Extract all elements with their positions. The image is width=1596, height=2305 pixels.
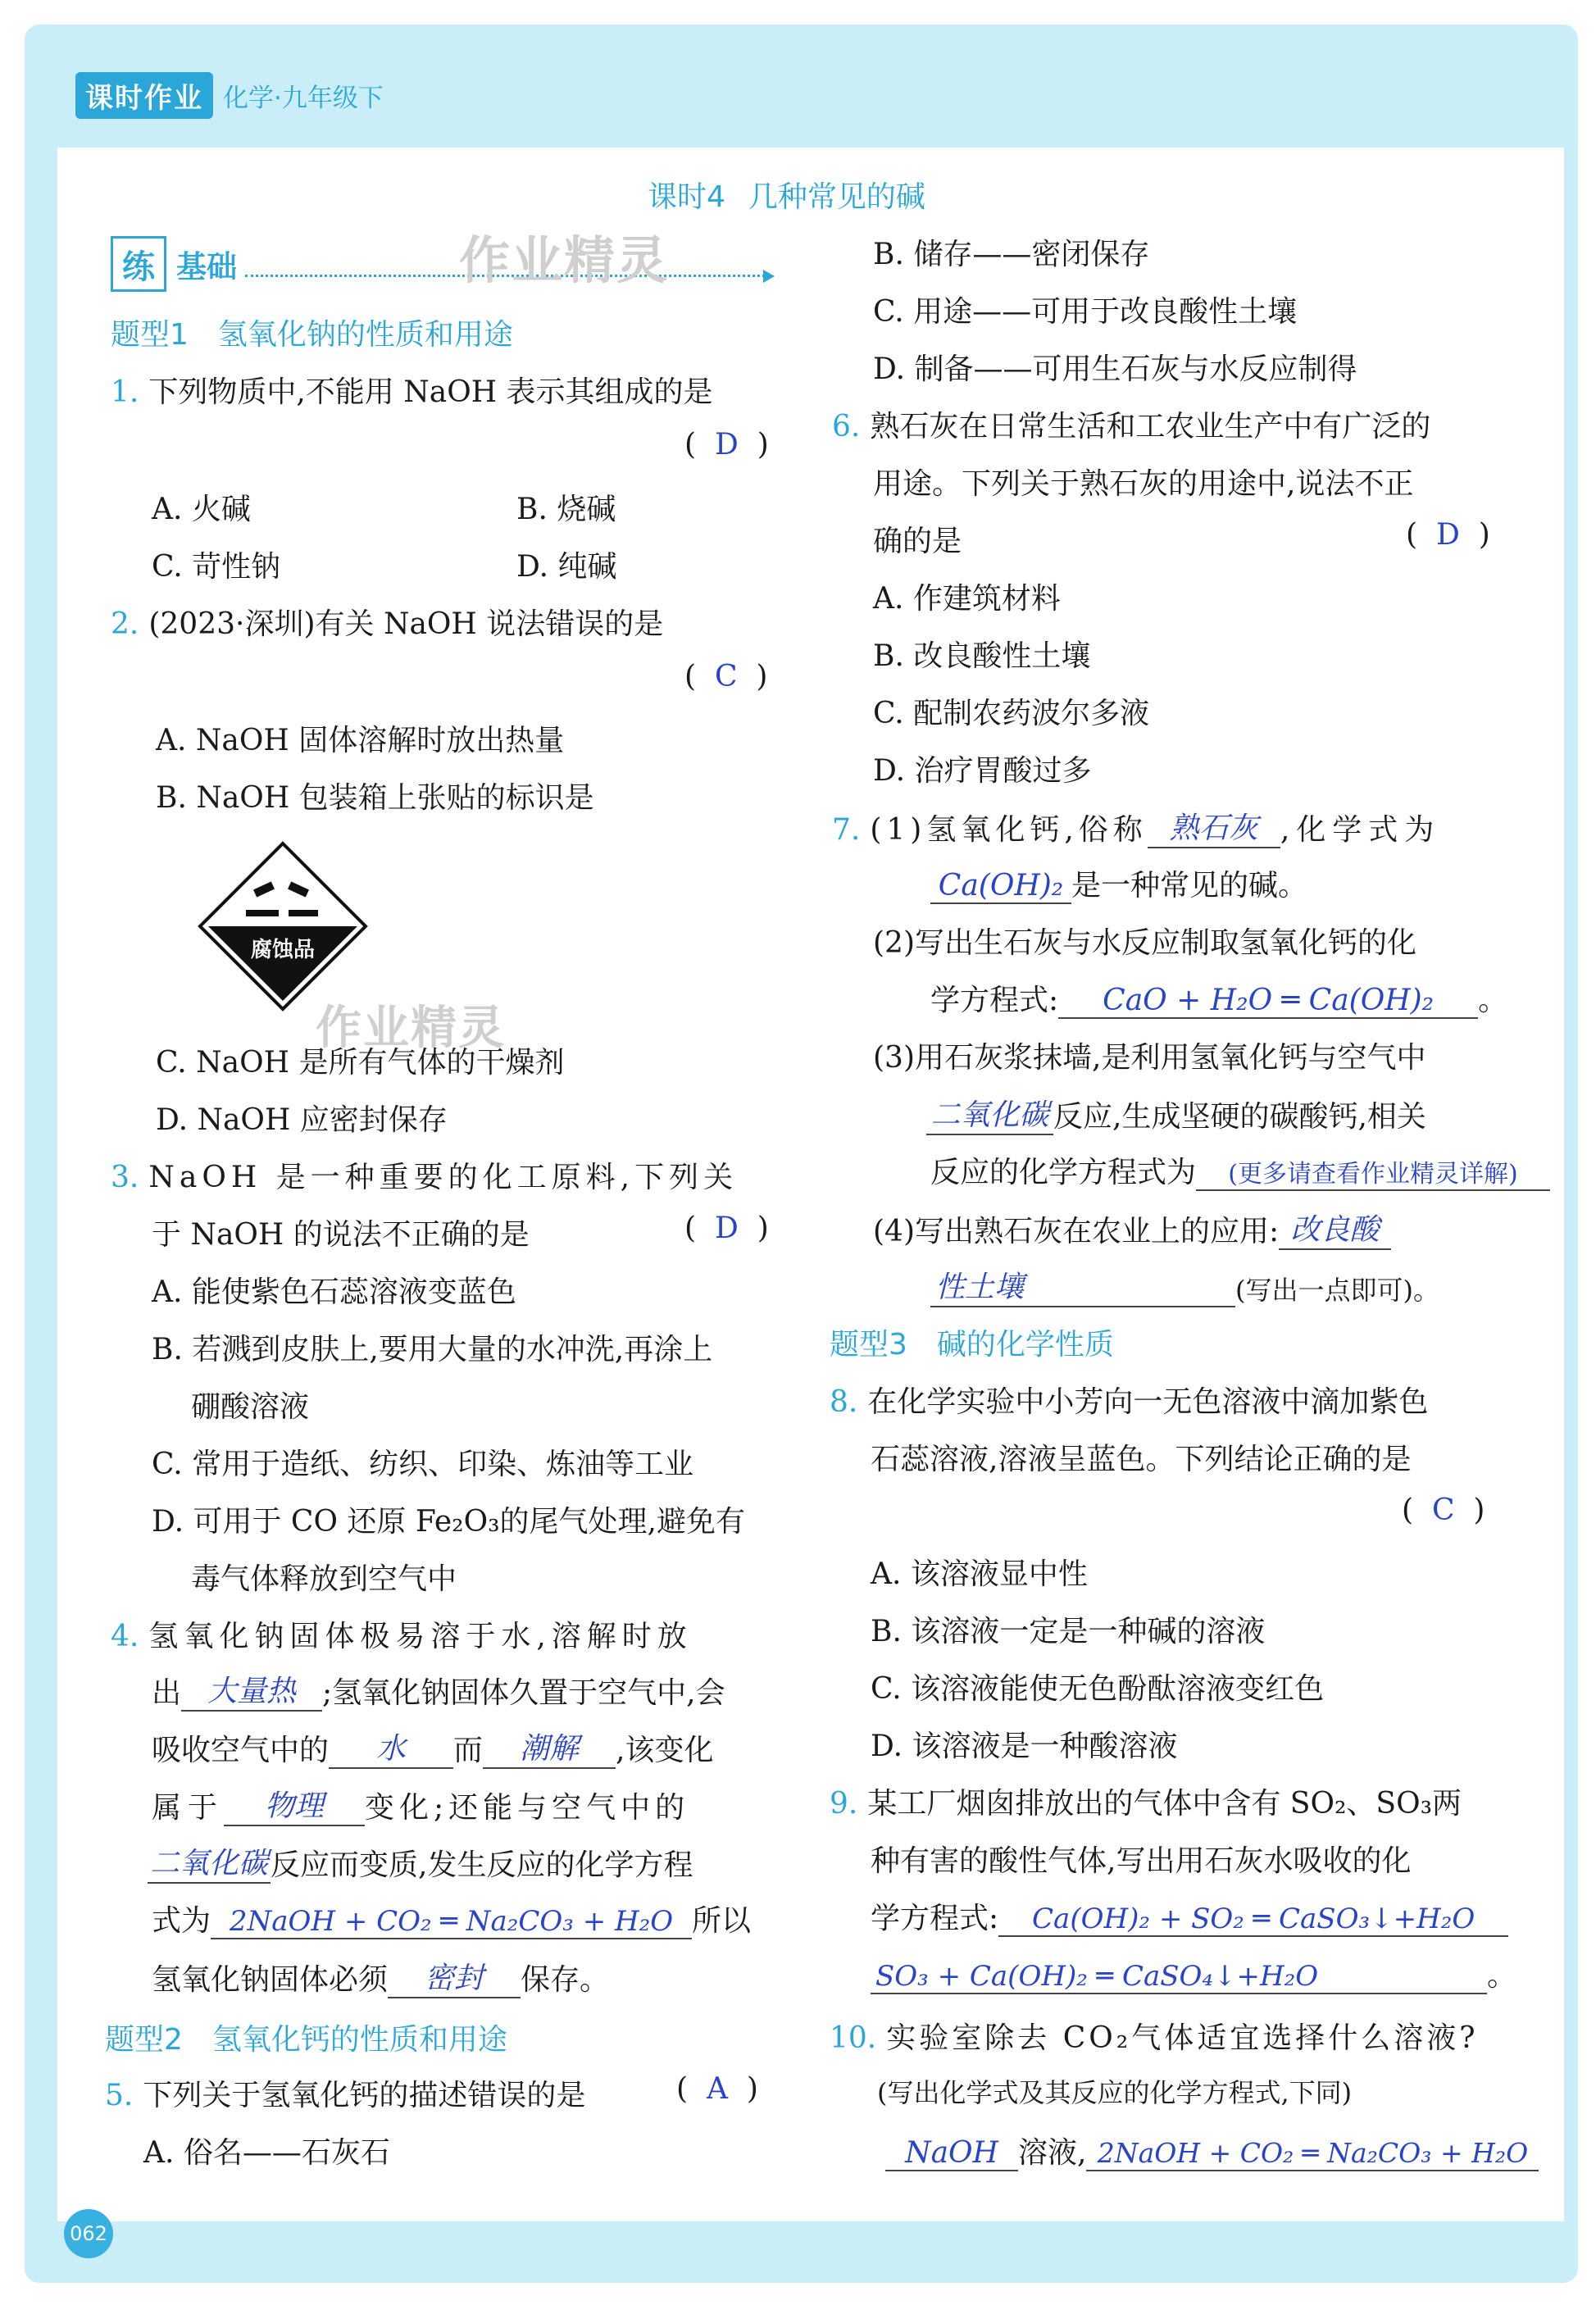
question-stem: 在化学实验中小芳向一无色溶液中滴加紫色 — [867, 1385, 1429, 1419]
text: (4)写出熟石灰在农业上的应用: — [873, 1215, 1280, 1248]
q4-line-5 — [148, 1840, 693, 1884]
text: 溶液, — [1018, 2136, 1087, 2170]
topic-heading: 题型1 氢氧化钠的性质和用途 — [111, 318, 513, 352]
text: ,化学式为 — [1280, 813, 1441, 847]
text: 保存。 — [521, 1963, 610, 1997]
question-stem: 下列关于氢氧化钙的描述错误的是 — [143, 2079, 586, 2112]
text: 而 — [453, 1734, 484, 1767]
text: 式为 — [152, 1904, 211, 1938]
question-stem-line: 种有害的酸性气体,写出用石灰水吸收的化 — [871, 1844, 1412, 1878]
answer-choice: A — [706, 2072, 728, 2106]
option-c: C. 用途——可用于改良酸性土壤 — [873, 295, 1298, 329]
question-number: 5. — [105, 2079, 134, 2112]
question-stem: 氢氧化钠固体极易溶于水,溶解时放 — [148, 1620, 693, 1653]
question-number: 9. — [830, 1787, 858, 1821]
text: 反应,生成坚硬的碳酸钙,相关 — [1053, 1100, 1426, 1134]
fill-blank: 水 — [329, 1725, 453, 1769]
watermark: 作业精灵 — [459, 230, 670, 290]
fill-blank: 熟石灰 — [1148, 805, 1280, 848]
answer-bracket: ( C ) — [684, 660, 768, 693]
fill-blank: 改良酸 — [1279, 1207, 1391, 1250]
question-3 — [111, 1154, 738, 1196]
answer-bracket: ( C ) — [1402, 1493, 1485, 1527]
question-7-part-1-cont — [930, 862, 1307, 904]
q4-line-6 — [152, 1898, 751, 1939]
option-c: C. 苛性钠 — [152, 550, 281, 584]
text: 反应而变质,发生反应的化学方程 — [271, 1848, 693, 1882]
option-d: D. 该溶液是一种酸溶液 — [871, 1730, 1178, 1763]
option-b: B. 改良酸性土壤 — [873, 639, 1091, 673]
question-stem-line: (写出化学式及其反应的化学方程式,下同) — [877, 2077, 1353, 2108]
option-a: A. 该溶液显中性 — [871, 1557, 1088, 1591]
option-a: A. 俗名——石灰石 — [143, 2136, 390, 2170]
question-number: 7. — [832, 813, 861, 847]
q4-line-4 — [152, 1783, 689, 1826]
option-d: D. 纯碱 — [516, 550, 617, 584]
lesson-name: 几种常见的碱 — [748, 180, 925, 214]
lesson-title — [648, 174, 925, 216]
option-d: D. NaOH 应密封保存 — [156, 1103, 448, 1137]
answer-bracket: ( D ) — [684, 1212, 769, 1245]
answer-choice: D — [1435, 518, 1460, 552]
fill-blank: 大量热 — [181, 1668, 322, 1712]
question-number: 8. — [830, 1385, 858, 1419]
section-label: 基础 — [176, 248, 237, 284]
question-7-part-1 — [832, 805, 1440, 848]
q4-line-2 — [152, 1668, 725, 1712]
fill-blank: 二氧化碳 — [148, 1840, 271, 1884]
text: (1)氢氧化钙,俗称 — [870, 813, 1148, 847]
option-c: C. 该溶液能使无色酚酞溶液变红色 — [871, 1672, 1325, 1706]
question-number: 1. — [111, 375, 139, 409]
answer-choice: D — [714, 428, 739, 461]
subject-label: 化学·九年级下 — [223, 84, 384, 113]
fill-blank: SO₃ + Ca(OH)₂ ═ CaSO₄↓+H₂O — [871, 1960, 1487, 1994]
option-b: B. 烧碱 — [516, 493, 616, 526]
question-number: 3. — [111, 1161, 139, 1194]
question-stem: (2023·深圳)有关 NaOH 说法错误的是 — [148, 607, 664, 641]
text: 吸收空气中的 — [152, 1734, 330, 1767]
fill-blank: 物理 — [224, 1783, 365, 1826]
question-7-part-3-cont — [926, 1092, 1426, 1135]
question-stem: 下列物质中,不能用 NaOH 表示其组成的是 — [148, 375, 713, 409]
answer-choice: D — [714, 1212, 739, 1245]
question-10 — [830, 2015, 1479, 2057]
option-c: C. NaOH 是所有气体的干燥剂 — [156, 1046, 565, 1080]
question-7-part-3-eq — [930, 1149, 1550, 1191]
option-b-cont: 硼酸溶液 — [191, 1390, 310, 1424]
answer-bracket: ( A ) — [676, 2072, 758, 2106]
option-b: B. 储存——密闭保存 — [873, 238, 1150, 271]
question-stem-line: 于 NaOH 的说法不正确的是 — [152, 1218, 530, 1252]
text: (写出一点即可)。 — [1235, 1275, 1439, 1306]
question-number: 6. — [832, 410, 861, 443]
fill-blank: 2NaOH + CO₂ ═ Na₂CO₃ + H₂O — [211, 1905, 692, 1939]
option-c: C. 配制农药波尔多液 — [873, 697, 1150, 730]
topic-heading: 题型3 碱的化学性质 — [830, 1328, 1114, 1362]
question-9-eq-2 — [871, 1953, 1516, 1994]
answer-choice: C — [714, 660, 738, 693]
fill-blank: Ca(OH)₂ — [930, 869, 1071, 904]
text: 学方程式: — [871, 1902, 999, 1935]
question-7-part-4 — [873, 1207, 1391, 1250]
text: ;氢氧化钠固体久置于空气中,会 — [322, 1676, 725, 1710]
fill-blank: 性土壤 — [930, 1264, 1235, 1307]
option-d-cont: 毒气体释放到空气中 — [191, 1562, 457, 1596]
question-5 — [105, 2072, 585, 2114]
page-number: 062 — [64, 2209, 113, 2258]
text: 是一种常见的碱。 — [1071, 869, 1308, 902]
option-d: D. 制备——可用生石灰与水反应制得 — [873, 352, 1357, 386]
option-a: A. 作建筑材料 — [873, 582, 1061, 616]
option-d: D. 治疗胃酸过多 — [873, 754, 1092, 788]
question-number: 2. — [111, 607, 139, 641]
fill-blank: 密封 — [388, 1955, 521, 1998]
text: 反应的化学方程式为 — [930, 1156, 1197, 1189]
watermark: 作业精灵 — [316, 1002, 506, 1055]
question-stem: 实验室除去 CO₂气体适宜选择什么溶液? — [886, 2021, 1479, 2055]
question-9-eq-1 — [871, 1895, 1508, 1937]
question-4 — [111, 1613, 693, 1655]
question-number: 10. — [830, 2021, 877, 2055]
question-stem: 某工厂烟囱排放出的气体中含有 SO₂、SO₃两 — [867, 1787, 1462, 1821]
option-b: B. 若溅到皮肤上,要用大量的水冲洗,再涂上 — [152, 1333, 713, 1366]
question-2 — [111, 601, 663, 643]
q4-line-3 — [152, 1725, 713, 1769]
text: 属于 — [152, 1791, 225, 1825]
question-6 — [832, 403, 1430, 445]
question-8 — [830, 1379, 1428, 1421]
section-header — [111, 236, 770, 292]
practice-icon: 练 — [111, 236, 166, 292]
fill-blank: 2NaOH + CO₂ ═ Na₂CO₃ + H₂O — [1086, 2137, 1539, 2171]
question-7-part-2: (2)写出生石灰与水反应制取氢氧化钙的化 — [873, 926, 1416, 960]
option-b: B. 该溶液一定是一种碱的溶液 — [871, 1615, 1266, 1648]
header — [75, 72, 384, 119]
question-number: 4. — [111, 1620, 139, 1653]
answer-bracket: ( D ) — [1406, 518, 1490, 552]
question-10-answer — [885, 2130, 1539, 2171]
fill-blank: NaOH — [885, 2136, 1018, 2171]
fill-blank: Ca(OH)₂ + SO₂ ═ CaSO₃↓+H₂O — [998, 1903, 1508, 1937]
question-9 — [830, 1780, 1462, 1822]
text: 变化;还能与空气中的 — [365, 1791, 690, 1825]
question-stem: NaOH 是一种重要的化工原料,下列关 — [148, 1161, 739, 1194]
fill-blank: 潮解 — [483, 1725, 616, 1769]
corrosive-hazard-sign — [197, 840, 369, 1012]
text: 出 — [152, 1676, 182, 1710]
lesson-number: 课时4 — [648, 180, 725, 214]
series-logo: 课时作业 — [75, 72, 213, 119]
answer-bracket: ( D ) — [684, 428, 769, 461]
option-a: A. 能使紫色石蕊溶液变蓝色 — [152, 1275, 516, 1309]
question-stem-line: 用途。下列关于熟石灰的用途中,说法不正 — [873, 467, 1414, 501]
question-7-part-2-cont — [930, 977, 1507, 1019]
option-b: B. NaOH 包装箱上张贴的标识是 — [156, 781, 594, 815]
question-7-part-3: (3)用石灰浆抹墙,是利用氢氧化钙与空气中 — [873, 1041, 1426, 1075]
option-a: A. NaOH 固体溶解时放出热量 — [156, 724, 565, 757]
text: 所以 — [692, 1904, 752, 1938]
sign-label: 腐蚀品 — [250, 938, 316, 962]
option-c: C. 常用于造纸、纺织、印染、炼油等工业 — [152, 1448, 694, 1481]
text: 。 — [1487, 1959, 1517, 1993]
fill-blank: CaO + H₂O ═ Ca(OH)₂ — [1058, 984, 1478, 1019]
topic-heading: 题型2 氢氧化钙的性质和用途 — [105, 2023, 507, 2057]
text: 。 — [1478, 984, 1508, 1017]
answer-note: 更多请查看作业精灵详解 — [1238, 1160, 1509, 1189]
option-d: D. 可用于 CO 还原 Fe₂O₃的尾气处理,避免有 — [152, 1505, 745, 1539]
option-a: A. 火碱 — [152, 493, 251, 526]
question-stem-line: 确的是 — [873, 525, 962, 558]
question-stem: 熟石灰在日常生活和工农业生产中有广泛的 — [870, 410, 1431, 443]
fill-blank: 二氧化碳 — [926, 1092, 1053, 1135]
fill-blank: (更多请查看作业精灵详解) — [1196, 1153, 1550, 1191]
text: ,该变化 — [616, 1734, 714, 1767]
text: 学方程式: — [930, 984, 1059, 1017]
question-7-part-4-cont — [930, 1264, 1439, 1307]
text: 氢氧化钠固体必须 — [152, 1963, 389, 1997]
q4-line-7 — [152, 1955, 609, 1998]
question-1 — [111, 369, 713, 411]
question-stem-line: 石蕊溶液,溶液呈蓝色。下列结论正确的是 — [871, 1443, 1412, 1476]
answer-choice: C — [1431, 1493, 1455, 1527]
